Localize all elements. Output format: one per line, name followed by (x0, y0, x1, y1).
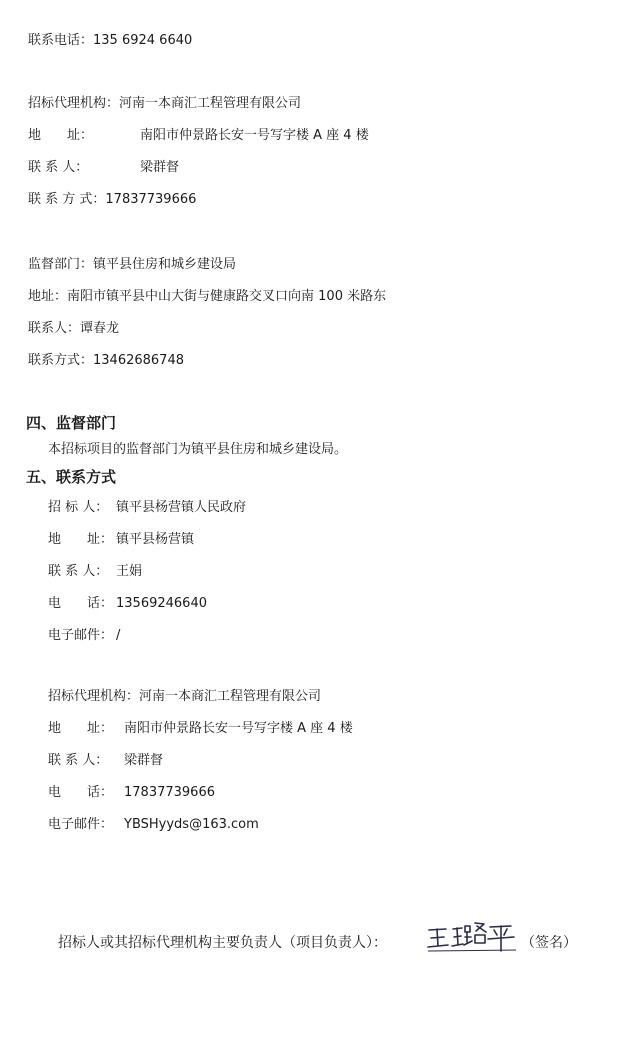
agency2-phone-value: 17837739666 (124, 785, 215, 800)
agency-name-line (28, 96, 301, 112)
tenderer-contact-label: 联 系 人： (48, 564, 109, 579)
supervision-method-label: 联系方式： (28, 353, 94, 368)
top-contact-line (28, 33, 192, 49)
supervision-dept-line (28, 257, 236, 273)
agency-contact-label: 联 系 人： (28, 160, 89, 175)
section4-body: 本招标项目的监督部门为镇平县住房和城乡建设局。 (48, 442, 348, 457)
tenderer-name-line (48, 500, 246, 516)
agency-address-line (28, 128, 369, 144)
handwritten-signature (426, 918, 518, 958)
signature-image (426, 918, 518, 954)
agency-address-value: 南阳市仲景路长安一号写字楼 A 座 4 楼 (140, 128, 369, 143)
agency2-address-value: 南阳市仲景路长安一号写字楼 A 座 4 楼 (124, 721, 353, 736)
tenderer-phone-line (48, 596, 207, 612)
agency-address-label: 地 址： (28, 128, 94, 143)
section5-heading: 五、联系方式 (26, 468, 117, 486)
agency2-address-label: 地 址： (48, 721, 114, 736)
agency-name-label: 招标代理机构： (28, 96, 120, 111)
tenderer-name-label: 招 标 人： (48, 500, 109, 515)
tenderer-email-line (48, 628, 120, 644)
agency-contact-line (28, 160, 179, 176)
tenderer-phone-value: 13569246640 (116, 596, 207, 611)
agency2-email-value: YBSHyyds@163.com (124, 817, 259, 832)
signature-label: 招标人或其招标代理机构主要负责人（项目负责人）： (58, 935, 387, 951)
agency2-name-line (48, 689, 321, 705)
tenderer-address-label: 地 址： (48, 532, 114, 547)
tenderer-contact-line (48, 564, 142, 580)
supervision-address-label: 地址： (28, 289, 68, 304)
agency-contact-value: 梁群督 (140, 160, 180, 175)
agency2-contact-value: 梁群督 (124, 753, 164, 768)
agency-method-value: 17837739666 (105, 192, 197, 207)
agency2-email-line (48, 817, 259, 833)
tenderer-phone-label: 电 话： (48, 596, 114, 611)
supervision-dept-label: 监督部门： (28, 257, 94, 272)
supervision-address-line (28, 289, 386, 305)
agency-method-label: 联 系 方 式： (28, 192, 106, 207)
tenderer-name-value: 镇平县杨营镇人民政府 (116, 500, 247, 515)
supervision-contact-line (28, 321, 119, 337)
agency2-name-label: 招标代理机构： (48, 689, 140, 704)
supervision-method-value: 13462686748 (93, 353, 184, 368)
agency-method-line (28, 192, 196, 208)
supervision-dept-value: 镇平县住房和城乡建设局 (93, 257, 237, 272)
agency2-contact-label: 联 系 人： (48, 753, 109, 768)
tenderer-address-value: 镇平县杨营镇 (116, 532, 195, 547)
agency2-address-line (48, 721, 353, 737)
tenderer-contact-value: 王娟 (116, 564, 143, 579)
agency-name-value: 河南一本商汇工程管理有限公司 (119, 96, 302, 111)
agency2-contact-line (48, 753, 163, 769)
supervision-method-line (28, 353, 184, 369)
agency2-phone-line (48, 785, 215, 801)
agency2-name-value: 河南一本商汇工程管理有限公司 (139, 689, 322, 704)
agency2-phone-label: 电 话： (48, 785, 114, 800)
supervision-address-value: 南阳市镇平县中山大街与健康路交叉口向南 100 米路东 (67, 289, 387, 304)
agency2-email-label: 电子邮件： (48, 817, 114, 832)
tenderer-email-value: / (116, 628, 121, 643)
tenderer-address-line (48, 532, 194, 548)
signature-suffix: （签名） (521, 935, 577, 951)
section4-heading: 四、监督部门 (26, 414, 117, 432)
tenderer-email-label: 电子邮件： (48, 628, 114, 643)
contact-phone-label: 联系电话： (28, 33, 94, 48)
supervision-contact-label: 联系人： (28, 321, 81, 336)
supervision-contact-value: 谭春龙 (80, 321, 120, 336)
contact-phone-value: 135 6924 6640 (93, 33, 193, 48)
